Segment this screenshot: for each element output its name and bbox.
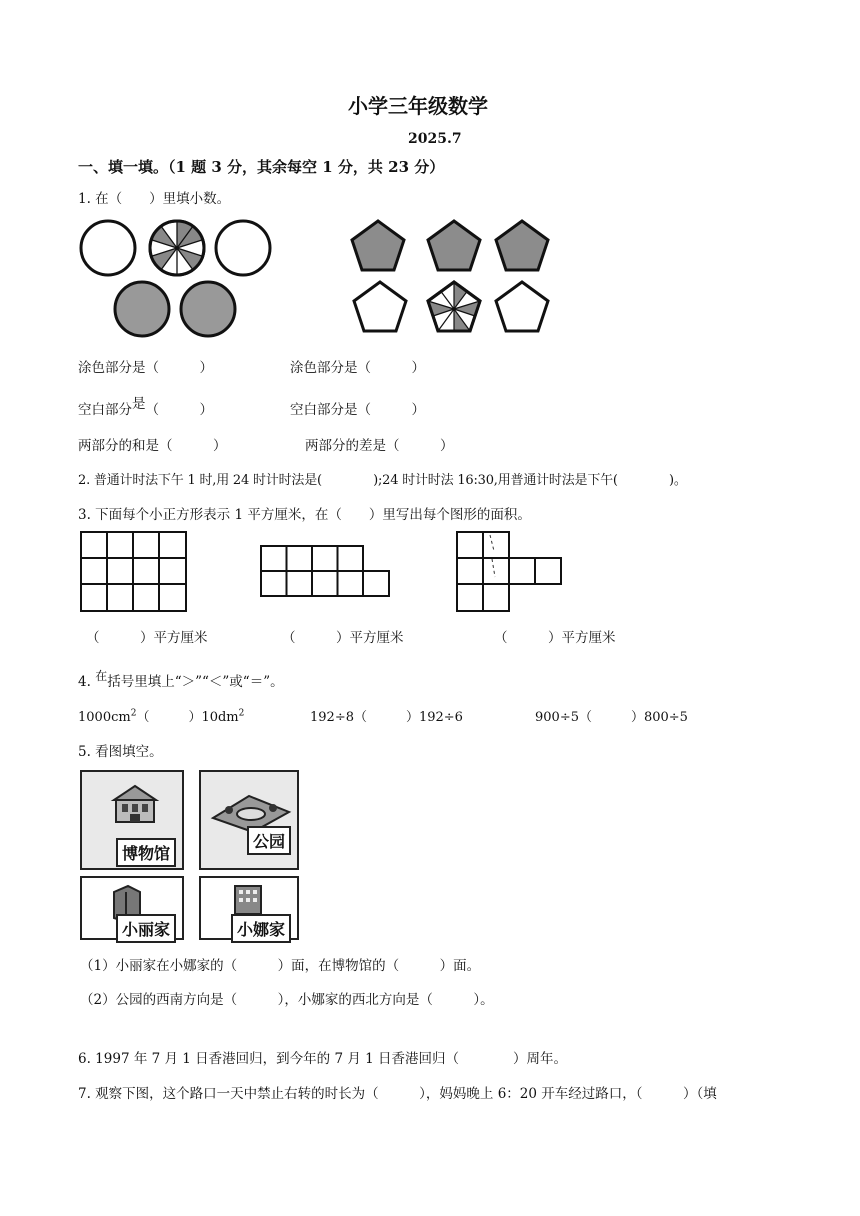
pentagon-divided-10 (428, 282, 480, 331)
pentagon-blank-2 (496, 282, 548, 331)
q1-left-shaded: 涂色部分是（ ） (78, 360, 213, 376)
pentagon-shaded-2 (428, 221, 480, 270)
q3-answer-2: （ ）平方厘米 (282, 630, 404, 646)
q4-stem: 4. 在括号里填上“＞”“＜”或“＝”。 (78, 669, 284, 690)
xiaoli-home-label: 小丽家 (116, 914, 176, 943)
q5-sub-2: （2）公园的西南方向是（ ），小娜家的西北方向是（ ）。 (80, 992, 494, 1008)
grid-shape-2 (260, 545, 395, 599)
circle-shaded-2 (181, 282, 235, 336)
pentagons-figure (350, 218, 560, 342)
circle-shaded-1 (115, 282, 169, 336)
q4-compare-1: $1000cm^2$（ ）$10dm^2$ (78, 708, 245, 725)
xiaoli-home-picture (80, 876, 184, 940)
q1-left-blank: 空白部分是（ ） (78, 396, 213, 418)
q3-answer-1: （ ）平方厘米 (86, 630, 208, 646)
pentagon-blank-1 (354, 282, 406, 331)
museum-picture (80, 770, 184, 870)
q7-text: 7. 观察下图，这个路口一天中禁止右转的时长为（ ），妈妈晚上 6：20 开车经过路口，（ ）（填 (78, 1086, 717, 1102)
q1-right-shaded: 涂色部分是（ ） (290, 360, 425, 376)
q2-text: 2. 普通计时法下午 1 时,用 24 时计时法是( );24 时计时法 16:30,用普通计时法是下午( )。 (78, 473, 687, 488)
circle-blank-1 (81, 221, 135, 275)
q1-stem: 1. 在（ ）里填小数。 (78, 191, 231, 207)
circle-divided-10 (150, 221, 204, 275)
pentagon-shaded-3 (496, 221, 548, 270)
grid-shape-3 (456, 531, 566, 613)
park-picture (199, 770, 299, 870)
date-line: 2025.7 (408, 131, 462, 147)
circles-figure (78, 218, 278, 340)
q4-compare-3: 900÷5（ ）800÷5 (535, 710, 688, 725)
q5-sub-1: （1）小丽家在小娜家的（ ）面，在博物馆的（ ）面。 (80, 958, 481, 974)
xiaona-home-label: 小娜家 (231, 914, 291, 943)
q3-stem: 3. 下面每个小正方形表示 1 平方厘米，在（ ）里写出每个图形的面积。 (78, 507, 531, 523)
page-title: 小学三年级数学 (348, 94, 488, 118)
grid-shape-1 (80, 531, 190, 613)
museum-building-icon (110, 782, 160, 826)
museum-label: 博物馆 (116, 838, 176, 867)
park-label: 公园 (247, 826, 291, 855)
xiaona-building-icon (231, 882, 265, 918)
q1-sum: 两部分的和是（ ） (78, 438, 227, 454)
section-heading: 一、填一填。（1 题 3 分，其余每空 1 分，共 23 分） (78, 158, 445, 176)
q1-right-blank: 空白部分是（ ） (290, 402, 425, 418)
circle-blank-2 (216, 221, 270, 275)
q1-difference: 两部分的差是（ ） (305, 438, 454, 454)
pentagon-shaded-1 (352, 221, 404, 270)
q6-text: 6. 1997 年 7 月 1 日香港回归，到今年的 7 月 1 日香港回归（ ）周年。 (78, 1051, 568, 1067)
q4-compare-2: 192÷8（ ）192÷6 (310, 710, 463, 725)
xiaona-home-picture (199, 876, 299, 940)
q5-stem: 5. 看图填空。 (78, 744, 163, 760)
q3-answer-3: （ ）平方厘米 (494, 630, 616, 646)
